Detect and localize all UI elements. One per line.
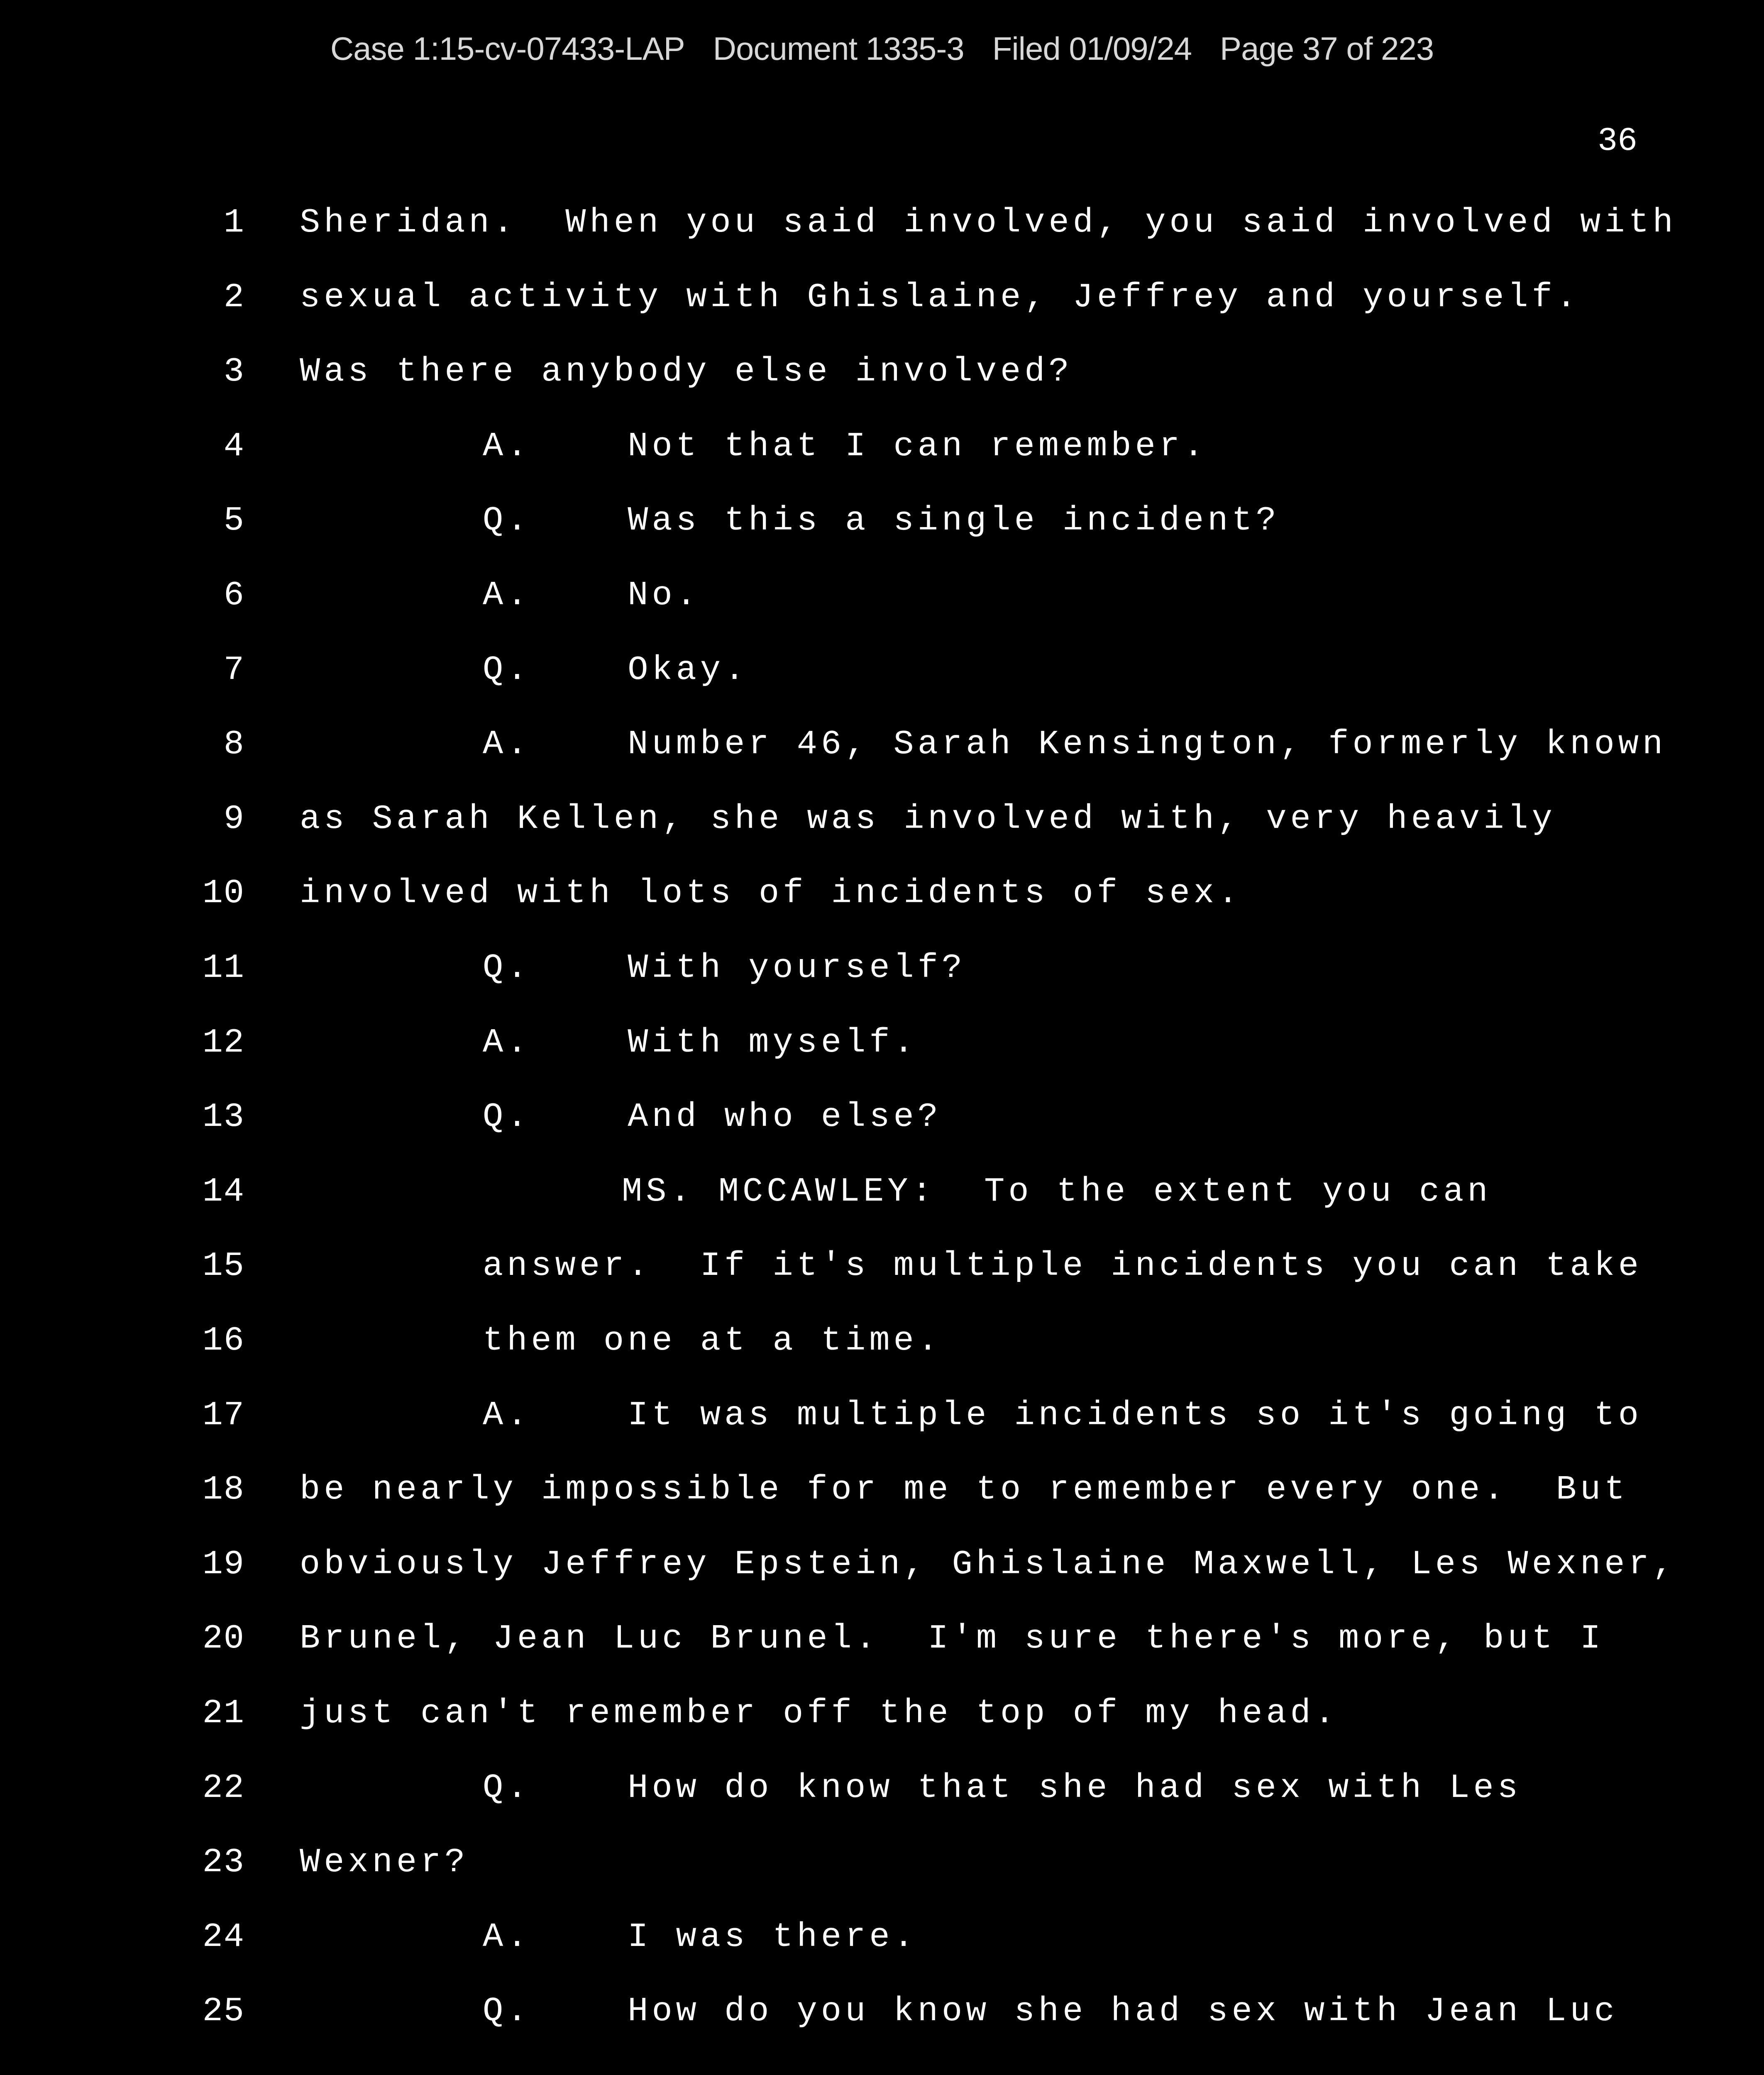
line-number: 17 <box>202 1396 245 1435</box>
transcript-line <box>0 501 1764 576</box>
line-text: Q. With yourself? <box>483 949 966 987</box>
line-text: Q. How do you know she had sex with Jean Luc <box>483 1992 1618 2031</box>
transcript-line <box>0 1918 1764 1992</box>
line-text: A. With myself. <box>483 1023 918 1062</box>
line-number: 7 <box>223 650 245 689</box>
page-of-total: Page 37 of 223 <box>1220 30 1434 67</box>
line-number: 18 <box>202 1470 245 1509</box>
line-number: 14 <box>202 1172 245 1211</box>
line-number: 19 <box>202 1545 245 1584</box>
line-text: Sheridan. When you said involved, you said involved with <box>300 203 1677 242</box>
line-number: 12 <box>202 1023 245 1062</box>
transcript-line <box>0 576 1764 651</box>
line-text: involved with lots of incidents of sex. <box>300 874 1242 913</box>
transcript-page-number: 36 <box>1597 122 1637 160</box>
transcript-line <box>0 1098 1764 1172</box>
line-text: sexual activity with Ghislaine, Jeffrey and yourself. <box>300 278 1581 317</box>
transcript-line <box>0 1247 1764 1321</box>
transcript-line <box>0 949 1764 1023</box>
line-number: 1 <box>223 203 245 242</box>
case-number: Case 1:15-cv-07433-LAP <box>330 30 685 67</box>
transcript-line <box>0 1694 1764 1769</box>
line-number: 3 <box>223 352 245 391</box>
line-text: A. I was there. <box>483 1917 918 1956</box>
transcript-line <box>0 1545 1764 1620</box>
transcript-line <box>0 1992 1764 2067</box>
transcript-line <box>0 1023 1764 1098</box>
line-number: 16 <box>202 1321 245 1360</box>
transcript-line <box>0 1769 1764 1843</box>
line-number: 8 <box>223 725 245 764</box>
document-number: Document 1335-3 <box>713 30 964 67</box>
line-text: Q. Okay. <box>483 650 749 689</box>
line-text: Wexner? <box>300 1843 469 1882</box>
line-text: Brunel, Jean Luc Brunel. I'm sure there's more, but I <box>300 1619 1605 1658</box>
line-text: A. No. <box>483 576 700 615</box>
line-number: 24 <box>202 1917 245 1956</box>
filed-date: Filed 01/09/24 <box>992 30 1192 67</box>
line-number: 13 <box>202 1098 245 1137</box>
line-number: 9 <box>223 799 245 838</box>
line-number: 20 <box>202 1619 245 1658</box>
line-number: 10 <box>202 874 245 913</box>
case-header <box>0 30 1764 68</box>
transcript-line <box>0 1396 1764 1471</box>
line-text: be nearly impossible for me to remember every one. But <box>300 1470 1629 1509</box>
transcript-line <box>0 800 1764 874</box>
line-number: 25 <box>202 1992 245 2031</box>
transcript-line <box>0 278 1764 353</box>
line-text: A. Not that I can remember. <box>483 427 1208 466</box>
line-number: 23 <box>202 1843 245 1882</box>
line-text: them one at a time. <box>483 1321 942 1360</box>
transcript-line <box>0 1470 1764 1545</box>
transcript-line <box>0 203 1764 278</box>
line-text: obviously Jeffrey Epstein, Ghislaine Maxwell, Les Wexner, <box>300 1545 1677 1584</box>
transcript-line <box>0 874 1764 949</box>
line-text: as Sarah Kellen, she was involved with, very heavily <box>300 799 1556 838</box>
transcript-line <box>0 725 1764 800</box>
line-number: 11 <box>202 949 245 987</box>
transcript-line <box>0 427 1764 502</box>
transcript-line <box>0 1172 1764 1247</box>
line-text: A. Number 46, Sarah Kensington, formerly known <box>483 725 1667 764</box>
line-text: answer. If it's multiple incidents you can take <box>483 1247 1642 1286</box>
transcript-line <box>0 1619 1764 1694</box>
transcript-line <box>0 1843 1764 1918</box>
line-text: MS. MCCAWLEY: To the extent you can <box>622 1172 1492 1211</box>
line-number: 4 <box>223 427 245 466</box>
line-text: Q. How do know that she had sex with Les <box>483 1768 1522 1807</box>
transcript-line <box>0 352 1764 427</box>
line-text: Q. And who else? <box>483 1098 942 1137</box>
transcript-line <box>0 1321 1764 1396</box>
line-text: just can't remember off the top of my head. <box>300 1694 1339 1733</box>
line-text: Was there anybody else involved? <box>300 352 1073 391</box>
line-number: 5 <box>223 501 245 540</box>
transcript-line <box>0 651 1764 725</box>
line-text: A. It was multiple incidents so it's going to <box>483 1396 1642 1435</box>
line-number: 21 <box>202 1694 245 1733</box>
line-number: 6 <box>223 576 245 615</box>
line-number: 22 <box>202 1768 245 1807</box>
line-number: 15 <box>202 1247 245 1286</box>
line-text: Q. Was this a single incident? <box>483 501 1280 540</box>
line-number: 2 <box>223 278 245 317</box>
